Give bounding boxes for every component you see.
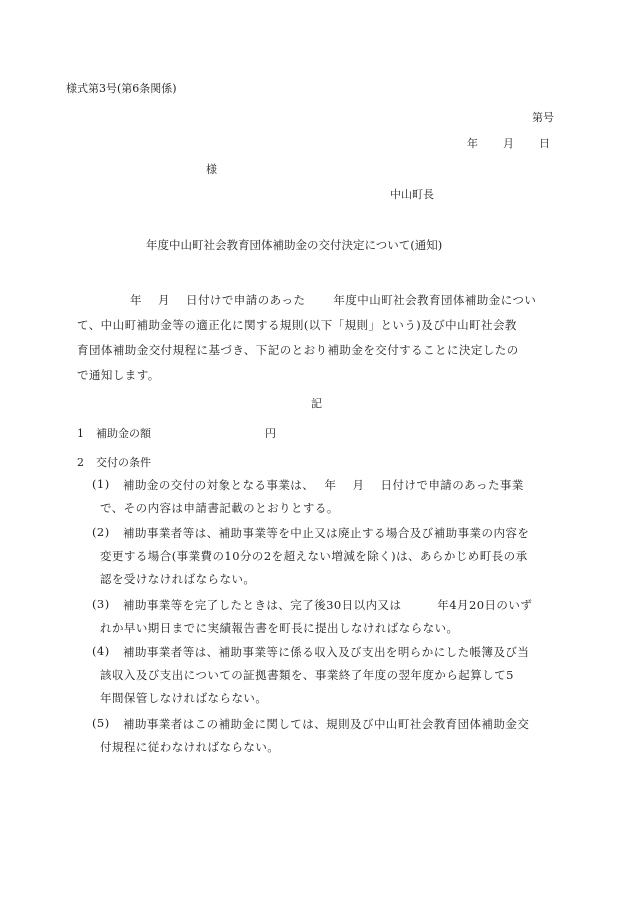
recipient-honorific: 様 xyxy=(206,163,217,176)
condition-line: 年間保管しなければならない。 xyxy=(100,691,268,705)
body-line: 育団体補助金交付規程に基づき、下記のとおり補助金を交付することに決定したの xyxy=(77,343,519,357)
condition-line: 補助事業者等は、補助事業等に係る収入及び支出を明らかにした帳簿及び当 xyxy=(123,645,530,659)
document-title: 年度中山町社会教育団体補助金の交付決定について(通知) xyxy=(146,238,443,252)
condition-line: で、その内容は申請書記載のとおりとする。 xyxy=(100,501,339,515)
condition-line: れか早い期日までに実績報告書を町長に提出しなければならない。 xyxy=(100,621,459,635)
condition-number: (4) xyxy=(92,644,110,658)
form-label: 様式第3号(第6条関係) xyxy=(66,82,177,95)
sender-name: 中山町長 xyxy=(390,188,434,201)
section-1-number: 1 xyxy=(77,427,84,440)
condition-number: (2) xyxy=(92,525,110,539)
condition-number: (1) xyxy=(92,477,110,491)
condition-line: 認を受けなければならない。 xyxy=(100,572,256,586)
condition-line: 変更する場合(事業費の10分の2を超えない増減を除く)は、あらかじめ町長の承 xyxy=(100,549,528,563)
body-line: で通知します。 xyxy=(77,368,160,382)
condition-line: 補助事業者はこの補助金に関しては、規則及び中山町社会教育団体補助金交 xyxy=(123,717,530,731)
body-line: 年 月 日付けで申請のあった 年度中山町社会教育団体補助金につい xyxy=(130,293,537,307)
section-2-label: 交付の条件 xyxy=(96,456,151,469)
issue-date: 年 月 日 xyxy=(467,137,551,150)
section-1-unit: 円 xyxy=(265,427,276,440)
condition-line: 付規程に従わなければならない。 xyxy=(100,740,280,754)
condition-number: (5) xyxy=(92,716,110,730)
ki-heading: 記 xyxy=(311,397,322,410)
section-2-number: 2 xyxy=(77,456,84,469)
condition-number: (3) xyxy=(92,597,110,611)
condition-line: 補助事業者等は、補助事業等を中止又は廃止する場合及び補助事業の内容を xyxy=(123,526,530,540)
section-1-label: 補助金の額 xyxy=(96,427,151,440)
doc-number: 第号 xyxy=(532,111,554,124)
condition-line: 補助事業等を完了したときは、完了後30日以内又は 年4月20日のいず xyxy=(123,598,533,612)
body-line: て、中山町補助金等の適正化に関する規則(以下「規則」という)及び中山町社会教 xyxy=(77,318,517,332)
condition-line: 該収入及び支出についての証拠書類を、事業終了年度の翌年度から起算して5 xyxy=(100,668,514,682)
condition-line: 補助金の交付の対象となる事業は、 年 月 日付けで申請のあった事業 xyxy=(123,478,524,492)
